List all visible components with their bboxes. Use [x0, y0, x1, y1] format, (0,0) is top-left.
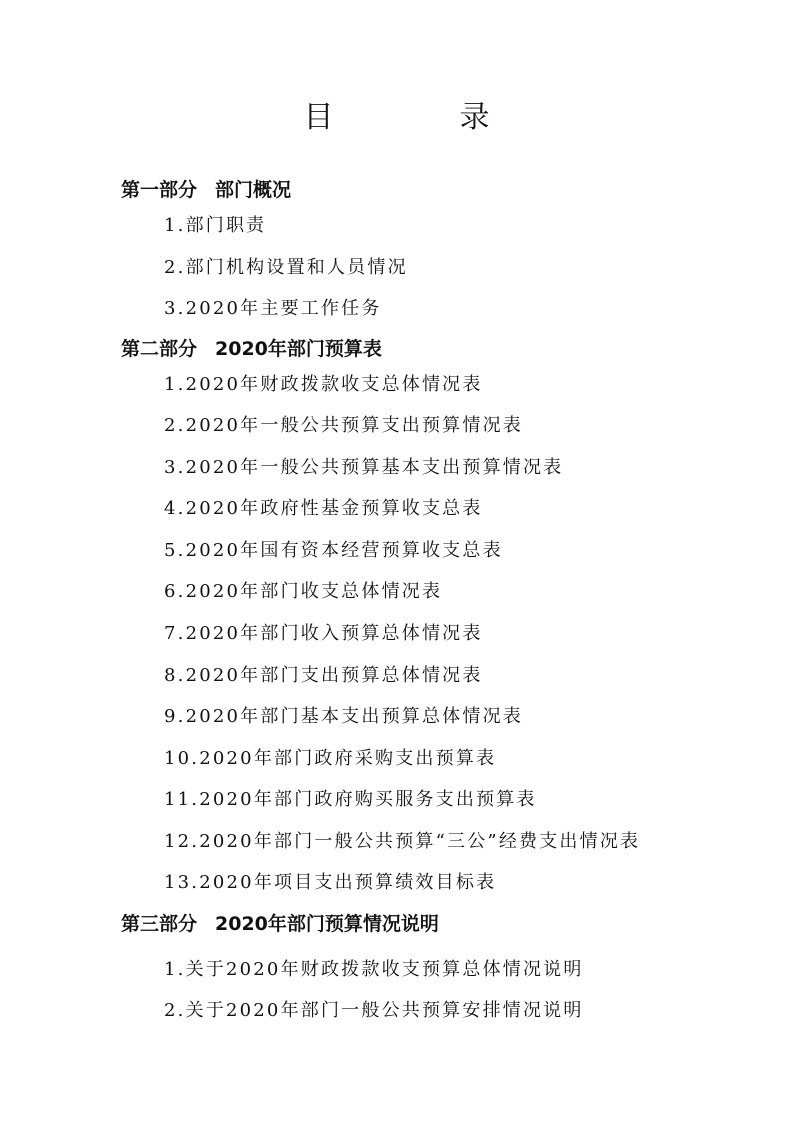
toc-item: 2.关于2020年部门一般公共预算安排情况说明 [164, 1000, 584, 1021]
section-heading-3 [121, 911, 439, 937]
toc-item: 2.2020年一般公共预算支出预算情况表 [164, 415, 523, 436]
section-heading-1 [121, 177, 291, 203]
toc-item: 1.2020年财政拨款收支总体情况表 [164, 374, 483, 395]
toc-item: 3.2020年一般公共预算基本支出预算情况表 [164, 457, 564, 478]
toc-item: 8.2020年部门支出预算总体情况表 [164, 665, 483, 686]
toc-item: 7.2020年部门收入预算总体情况表 [164, 623, 483, 644]
toc-item: 12.2020年部门一般公共预算“三公”经费支出情况表 [164, 831, 641, 852]
toc-item: 13.2020年项目支出预算绩效目标表 [164, 872, 497, 893]
section-label: 第一部分 [121, 179, 198, 201]
toc-item: 1.部门职责 [164, 215, 267, 236]
toc-item: 2.部门机构设置和人员情况 [164, 257, 408, 278]
toc-item: 6.2020年部门收支总体情况表 [164, 581, 443, 602]
section-name: 2020年部门预算表 [215, 338, 382, 360]
toc-item: 9.2020年部门基本支出预算总体情况表 [164, 706, 523, 727]
section-label: 第二部分 [121, 338, 198, 360]
toc-item: 5.2020年国有资本经营预算收支总表 [164, 540, 503, 561]
toc-item: 3.2020年主要工作任务 [164, 298, 382, 319]
section-heading-2 [121, 336, 382, 362]
toc-item: 1.关于2020年财政拨款收支预算总体情况说明 [164, 959, 584, 980]
toc-item: 10.2020年部门政府采购支出预算表 [164, 748, 497, 769]
page-title: 目 录 [303, 100, 538, 135]
toc-item: 11.2020年部门政府购买服务支出预算表 [164, 789, 537, 810]
section-name: 部门概况 [215, 179, 292, 201]
section-label: 第三部分 [121, 913, 198, 935]
toc-item: 4.2020年政府性基金预算收支总表 [164, 498, 483, 519]
section-name: 2020年部门预算情况说明 [215, 913, 439, 935]
